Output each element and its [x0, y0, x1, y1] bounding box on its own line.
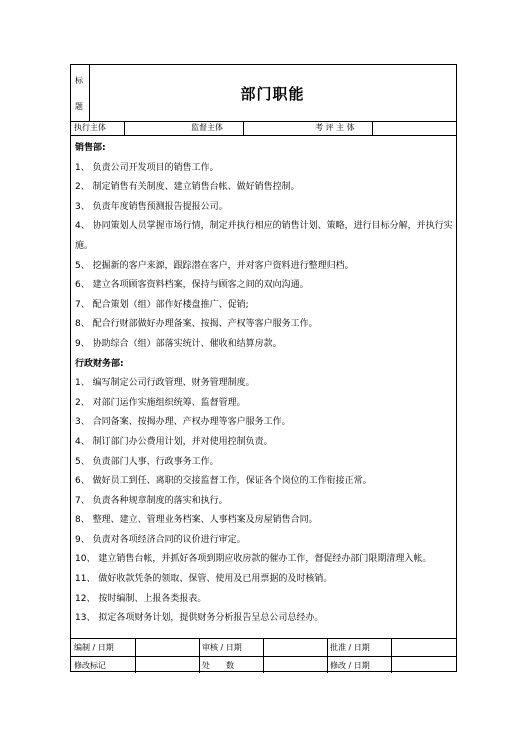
list-item: 9、 协助综合（组）部落实统计、催收和结算房款。 [75, 338, 282, 349]
title-row [71, 65, 456, 122]
title-label-cell [71, 65, 90, 121]
list-item: 4、 协同策划人员掌握市场行情，制定并执行相应的销售计划、策略，进行目标分解，并执行实施。 [75, 221, 453, 251]
list-item: 6、 建立各项顾客资料档案，保持与顾客之间的双向沟通。 [75, 280, 309, 291]
list-item: 10、 建立销售台帐，并抓好各项到期应收房款的催办工作，督促经办部门限期清理入帐。 [75, 554, 432, 565]
list-item: 5、 负责部门人事、行政事务工作。 [75, 456, 219, 467]
revision-mark-label: 修改标记 [74, 661, 106, 670]
location-count-label: 处 数 [202, 661, 234, 670]
list-item: 6、 做好员工到任、离职的交接监督工作，保证各个岗位的工作衔接正常。 [75, 476, 372, 487]
roles-row [71, 121, 456, 136]
list-item: 11、 做好收款凭条的领取、保管、使用及已用票据的及时核销。 [75, 574, 333, 585]
list-item: 4、 制订部门办公费用计划，并对使用控制负责。 [75, 436, 273, 447]
list-item: 9、 负责对各项经济合同的议价进行审定。 [75, 534, 246, 545]
review-date-label: 审核 / 日期 [202, 643, 242, 652]
compile-date-label: 编制 / 日期 [74, 643, 114, 652]
list-item: 13、 拟定各项财务计划，提供财务分析报告呈总公司总经办。 [75, 613, 324, 624]
admin-heading: 行政财务部: [75, 358, 124, 369]
list-item: 7、 负责各种规章制度的落实和执行。 [75, 495, 228, 506]
roles-divider [124, 121, 125, 135]
content-body [75, 139, 453, 629]
footer-divider [135, 639, 136, 673]
approve-date-label: 批准 / 日期 [330, 643, 370, 652]
title-label-line1: 标 [75, 76, 83, 85]
list-item: 5、 挖掘新的客户来源，跟踪潜在客户，并对客户资料进行整理归档。 [75, 260, 354, 271]
revise-date-label: 修改 / 日期 [330, 661, 370, 670]
list-item: 7、 配合策划（组）部作好楼盘推广、促销; [75, 299, 249, 310]
page-title: 部门职能 [240, 85, 305, 103]
footer-divider [199, 639, 200, 673]
footer-divider [391, 639, 392, 673]
roles-divider [243, 121, 244, 135]
assessor-label: 考 评 主 体 [315, 123, 355, 132]
signoff-footer [71, 638, 456, 673]
list-item: 3、 合同备案、按揭办理、产权办理等客户服务工作。 [75, 417, 291, 428]
sales-heading: 销售部: [75, 143, 106, 153]
list-item: 2、 制定销售有关制度、建立销售台帐、做好销售控制。 [75, 182, 300, 193]
list-item: 2、 对部门运作实施组织统筹、监督管理。 [75, 397, 246, 408]
list-item: 1、 负责公司开发项目的销售工作。 [75, 162, 219, 173]
list-item: 8、 整理、建立、管理业务档案、人事档案及房屋销售合同。 [75, 515, 318, 526]
list-item: 3、 负责年度销售预测报告提报公司。 [75, 201, 228, 212]
roles-divider [372, 121, 373, 135]
list-item: 12、 按时编制、上报各类报表。 [75, 593, 207, 604]
list-item: 8、 配合行财部做好办理备案、按揭、产权等客户服务工作。 [75, 319, 318, 330]
executor-label: 执行主体 [74, 123, 106, 132]
footer-divider [263, 639, 264, 673]
document-form [70, 64, 457, 672]
title-label-line2: 题 [75, 102, 83, 111]
footer-divider [327, 639, 328, 673]
supervisor-label: 监督主体 [191, 123, 223, 132]
list-item: 1、 编写制定公司行政管理、财务管理制度。 [75, 378, 255, 389]
